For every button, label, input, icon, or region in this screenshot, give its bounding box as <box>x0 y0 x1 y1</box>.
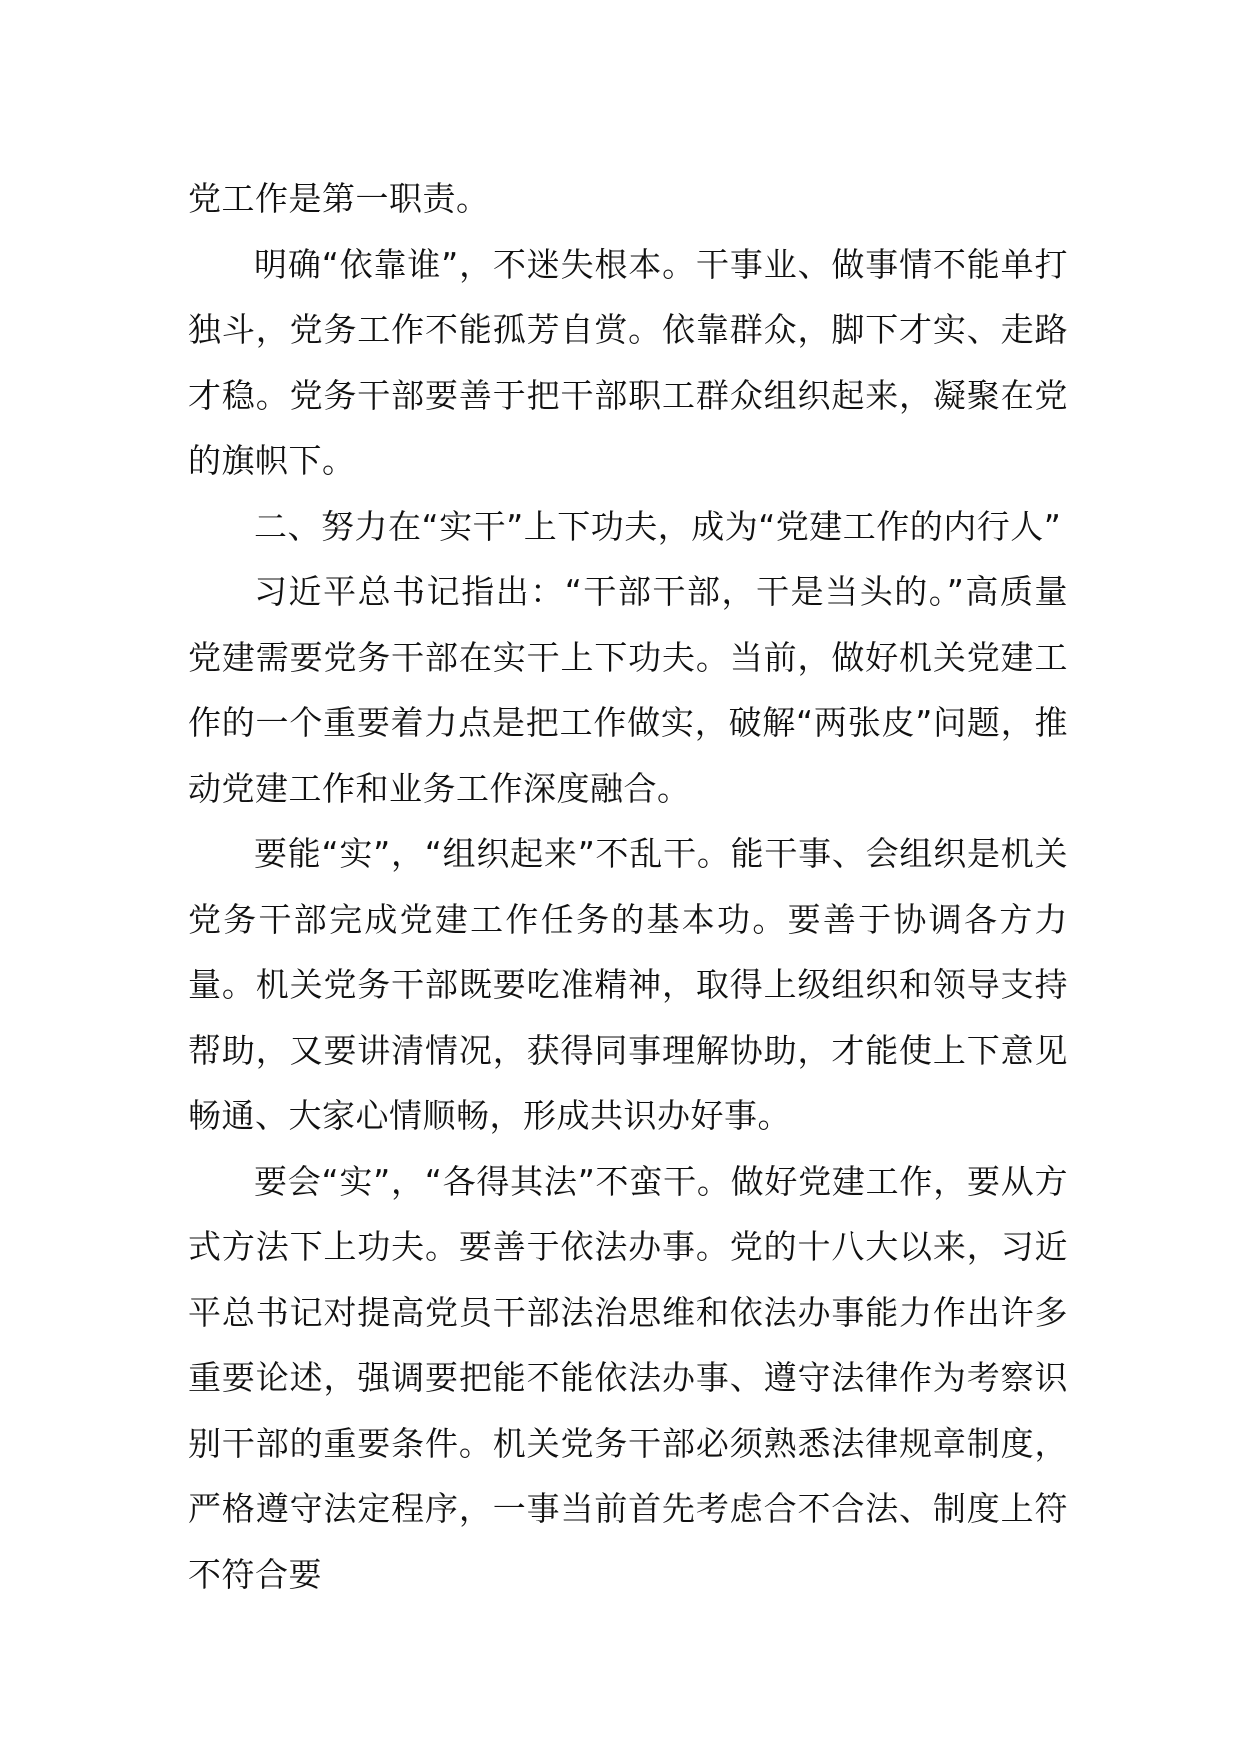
paragraph-know-how-to-be-practical: 要会“实”，“各得其法”不蛮干。做好党建工作，要从方式方法下上功夫。要善于依法办事。党的十八大以来，习近平总书记对提高党员干部法治思维和依法办事能力作出许多重要论述，强调要把能不能依法办事、遵守法律作为考察识别干部的重要条件。机关党务干部必须熟悉法律规章制度，严格遵守法定程序，一事当前首先考虑合不合法、制度上符不符合要 <box>188 1161 1068 1594</box>
paragraph-continuation: 党工作是第一职责。 <box>188 179 490 218</box>
paragraph-rely-on-whom: 明确“依靠谁”，不迷失根本。干事业、做事情不能单打独斗，党务工作不能孤芳自赏。依靠群众，脚下才实、走路才稳。党务干部要善于把干部职工群众组织起来，凝聚在党的旗帜下。 <box>188 244 1068 480</box>
paragraph-quote-cadres: 习近平总书记指出：“干部干部，干是当头的。”高质量党建需要党务干部在实干上下功夫。当前，做好机关党建工作的一个重要着力点是把工作做实，破解“两张皮”问题，推动党建工作和业务工作深度融合。 <box>188 572 1068 808</box>
section-heading-two: 二、努力在“实干”上下功夫，成为“党建工作的内行人” <box>254 506 1062 546</box>
paragraph-able-to-be-practical: 要能“实”，“组织起来”不乱干。能干事、会组织是机关党务干部完成党建工作任务的基本功。要善于协调各方力量。机关党务干部既要吃准精神，取得上级组织和领导支持帮助，又要讲清情况，获得同事理解协助，才能使上下意见畅通、大家心情顺畅，形成共识办好事。 <box>188 834 1068 1135</box>
document-body <box>188 166 1068 1607</box>
